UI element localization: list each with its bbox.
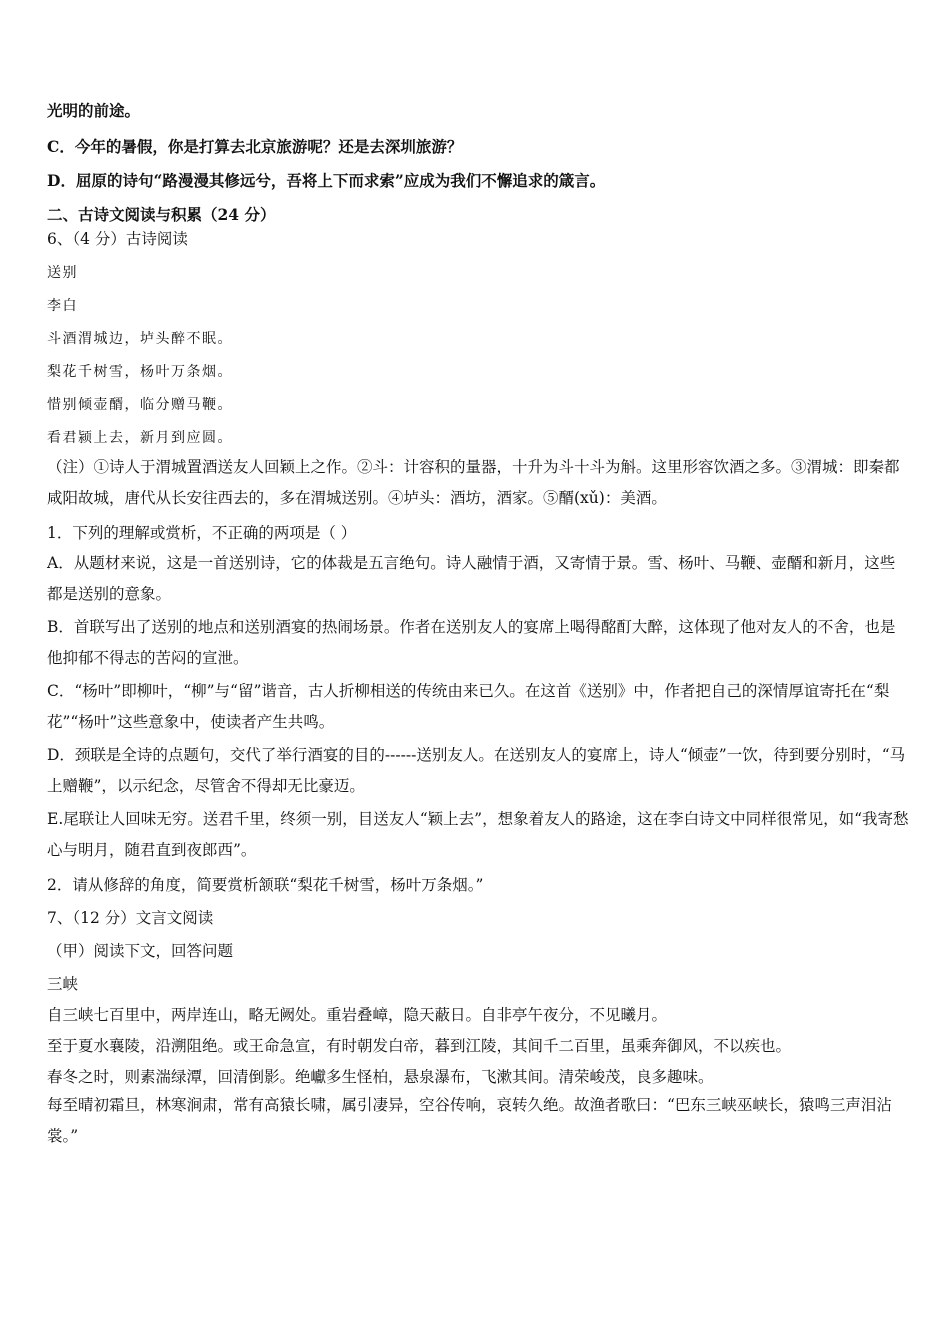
top-line1: 光明的前途。 (47, 101, 141, 120)
poem-title: 送别 (47, 265, 78, 281)
poem-author: 李白 (47, 298, 78, 314)
option-c: C．“杨叶”即柳叶，“柳”与“留”谐音，古人折柳相送的传统由来已久。在这首《送别》中，作者把自己的深情厚谊寄托在“梨花”“杨叶”这些意象中，使读者产生共鸣。 (47, 682, 890, 731)
poem-line: 看君颍上去，新月到应圆。 (47, 430, 233, 446)
option-b: B．首联写出了送别的地点和送别酒宴的热闹场景。作者在送别友人的宴席上喝得酩酊大醉，这体现了他对友人的不舍，也是他抑郁不得志的苦闷的宣泄。 (47, 618, 896, 667)
document-page (47, 96, 909, 1152)
question-1: 1．下列的理解或赏析，不正确的两项是（ ） (47, 524, 357, 542)
option-d-line: D．屈原的诗句“路漫漫其修远兮，吾将上下而求索”应成为我们不懈追求的箴言。 (47, 171, 606, 190)
passage-paragraph: 每至晴初霜旦，林寒涧肃，常有高猿长啸，属引凄异，空谷传响，哀转久绝。故渔者歌曰：“巴东三峡巫峡长，猿鸣三声泪沾裳。” (47, 1096, 892, 1145)
option-d: D．颈联是全诗的点题句，交代了举行酒宴的目的------送别友人。在送别友人的宴席上，诗人“倾壶”一饮，待到要分别时，“马上赠鞭”，以示纪念，尽管舍不得却无比豪迈。 (47, 746, 906, 795)
q7-subtitle: （甲）阅读下文，回答问题 (47, 942, 234, 960)
option-a: A．从题材来说，这是一首送别诗，它的体裁是五言绝句。诗人融情于酒，又寄情于景。雪、杨叶、马鞭、壶醑和新月，这些都是送别的意象。 (47, 554, 896, 603)
passage-paragraph: 自三峡七百里中，两岸连山，略无阙处。重岩叠嶂，隐天蔽日。自非亭午夜分，不见曦月。 (47, 1006, 668, 1024)
poem-line: 惜别倾壶醑，临分赠马鞭。 (47, 397, 233, 413)
section-heading: 二、古诗文阅读与积累（24 分） (47, 205, 276, 224)
passage-paragraph: 春冬之时，则素湍绿潭，回清倒影。绝巘多生怪柏，悬泉瀑布，飞漱其间。清荣峻茂，良多趣味。 (47, 1068, 714, 1086)
poem-line: 斗酒渭城边，垆头醉不眠。 (47, 331, 233, 347)
passage-paragraph: 至于夏水襄陵，沿溯阻绝。或王命急宣，有时朝发白帝，暮到江陵，其间千二百里，虽乘奔御风，不以疾也。 (47, 1037, 792, 1055)
option-e: E.尾联让人回味无穷。送君千里，终须一别，目送友人“颖上去”，想象着友人的路途，这在李白诗文中同样很常见，如“我寄愁心与明月，随君直到夜郎西”。 (47, 810, 909, 859)
question-2: 2．请从修辞的角度，简要赏析颔联“梨花千树雪，杨叶万条烟。” (47, 876, 484, 894)
option-c-line: C．今年的暑假，你是打算去北京旅游呢？还是去深圳旅游？ (47, 137, 463, 156)
passage-title: 三峡 (47, 975, 79, 993)
q7-title: 7、（12 分）文言文阅读 (47, 909, 214, 927)
q6-title: 6、（4 分）古诗阅读 (47, 230, 188, 248)
poem-note: （注）①诗人于渭城置酒送友人回颖上之作。②斗：计容积的量器，十升为斗十斗为斛。这里形容饮酒之多。③渭城：即秦都咸阳故城，唐代从长安往西去的，多在渭城送别。④垆头：酒坊，酒家。⑤醑(xǔ)：美酒。 (47, 458, 900, 507)
poem-line: 梨花千树雪，杨叶万条烟。 (47, 364, 233, 380)
